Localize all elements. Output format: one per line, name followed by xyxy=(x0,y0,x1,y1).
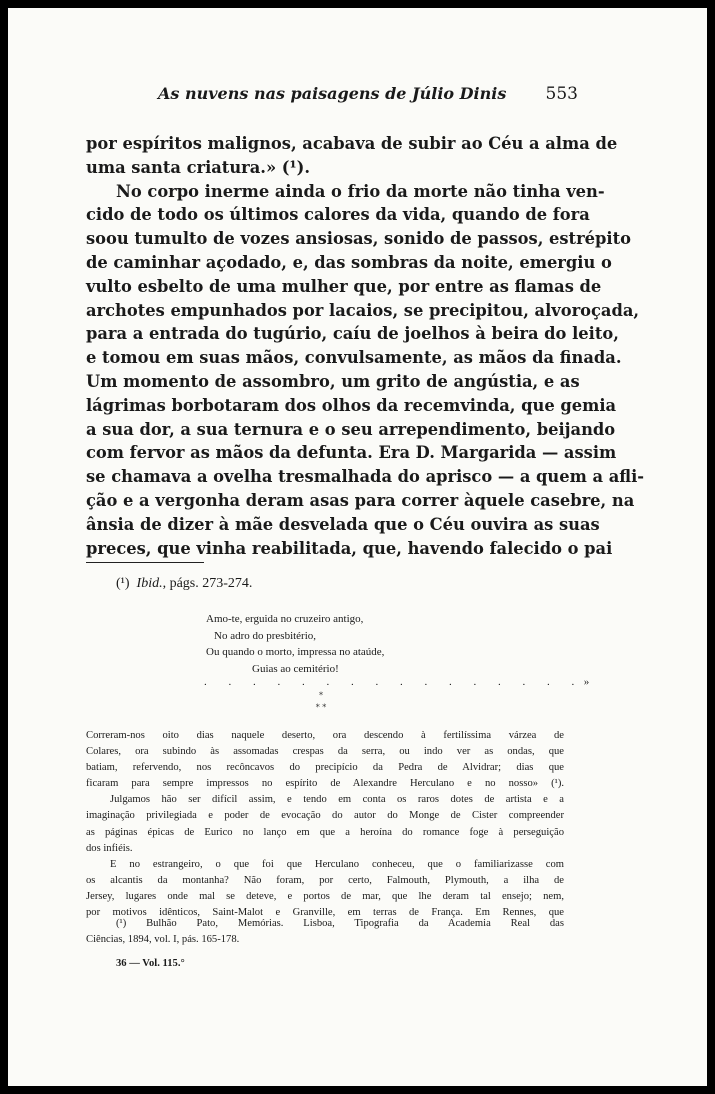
text-line: a sua dor, a sua ternura e o seu arrependimento, beijando xyxy=(86,419,616,439)
small-line: Jersey, lugares onde mal se deteve, e portos de mar, que lhe deram tal ensejo; nem, xyxy=(86,890,564,902)
footnote-continuation xyxy=(86,728,564,921)
text-line: se chamava a ovelha tresmalhada do aprisco — a quem a afli- xyxy=(86,467,645,487)
text-line: preces, que vinha reabilitada, que, havendo falecido o pai xyxy=(86,538,613,558)
footnote-2 xyxy=(86,916,564,947)
text-line: ção e a vergonha deram asas para correr àquele casebre, na xyxy=(86,490,635,510)
quoted-poem xyxy=(206,611,384,677)
text-line: lágrimas borbotaram dos olhos da recemvinda, que gemia xyxy=(86,395,617,415)
small-line: as páginas épicas de Eurico no lanço em que a heroína do romance foge à perseguição xyxy=(86,826,564,838)
main-text xyxy=(86,132,645,560)
text-line: e tomou em suas mãos, convulsamente, as mãos da finada. xyxy=(86,348,622,368)
small-line: ficaram para sempre impressos no espírito de Alexandre Herculano e no nosso» (¹). xyxy=(86,778,564,790)
text-line: com fervor as mãos da defunta. Era D. Margarida — assim xyxy=(86,443,617,463)
text-line: Um momento de assombro, um grito de angústia, e as xyxy=(86,371,580,391)
footnote-marker: (¹) xyxy=(116,576,130,591)
text-line: soou tumulto de vozes ansiosas, sonido de passos, estrépito xyxy=(86,229,631,249)
footnote-ref-rest: , págs. 273-274. xyxy=(162,576,253,591)
footnote-line: (¹) Bulhão Pato, Memórias. Lisboa, Tipografia da Academia Real das xyxy=(116,918,564,929)
small-line: Correram-nos oito dias naquele deserto, ora descendo à fertilíssima várzea de xyxy=(86,730,564,741)
text-line: ânsia de dizer à mãe desvelada que o Céu ouvira as suas xyxy=(86,514,600,534)
separator-star: * xyxy=(319,691,323,700)
text-line: para a entrada do tugúrio, caíu de joelhos à beira do leito, xyxy=(86,324,619,344)
text-line: archotes empunhados por lacaios, se precipitou, alvoroçada, xyxy=(86,300,640,320)
text-line: de caminhar açodado, e, das sombras da noite, emergiu o xyxy=(86,252,612,272)
poem-line: Guias ao cemitério! xyxy=(252,662,339,675)
section-separator xyxy=(296,690,346,714)
text-line: vulto esbelto de uma mulher que, por entre as flamas de xyxy=(86,276,602,296)
small-line: por motivos idênticos, Saint-Malot e Granville, em terras de França. Em Rennes, que xyxy=(86,907,564,919)
small-line: dos infiéis. xyxy=(86,842,133,854)
page-number: 553 xyxy=(545,84,578,104)
footnote-1 xyxy=(116,576,252,592)
small-line: Colares, ora subindo às assomadas crespas da serra, ou indo ver as ondas, que xyxy=(86,746,564,758)
text-line: por espíritos malignos, acabava de subir ao Céu a alma de xyxy=(86,134,618,153)
poem-line: No adro do presbitério, xyxy=(214,629,317,642)
text-line: No corpo inerme ainda o frio da morte não tinha ven- xyxy=(116,181,605,201)
footnote-ref-italic: Ibid. xyxy=(136,576,163,591)
small-line: os alcantis da montanha? Não foram, por certo, Falmouth, Plymouth, a ilha de xyxy=(86,874,564,886)
text-line: uma santa criatura.» (¹). xyxy=(86,157,311,177)
book-page xyxy=(8,8,707,1086)
separator-stars: * * xyxy=(315,703,327,712)
text-line: cido de todo os últimos calores da vida, quando de fora xyxy=(86,205,590,225)
small-line: E no estrangeiro, o que foi que Herculano conheceu, que o familiarizasse com xyxy=(110,858,564,870)
footnote-rule xyxy=(86,562,204,563)
poem-ellipsis: . . . . . . . . . . . . . . . .» xyxy=(204,676,599,688)
small-line: Julgamos hão ser difícil assim, e tendo em conta os raros dotes de artista e a xyxy=(110,794,564,806)
poem-line: Amo-te, erguida no cruzeiro antigo, xyxy=(206,613,364,625)
small-line: imaginação privilegiada e poder de evocação do autor do Monge de Cister compreender xyxy=(86,810,564,822)
footnote-line: Ciências, 1894, vol. I, pás. 165-178. xyxy=(86,933,240,945)
running-title: As nuvens nas paisagens de Júlio Dinis xyxy=(158,84,507,103)
poem-line: Ou quando o morto, impressa no ataúde, xyxy=(206,646,385,658)
printer-signature: 36 — Vol. 115.° xyxy=(116,958,185,969)
small-line: batiam, refervendo, nos recôncavos do precipício da Pedra de Alvidrar; dias que xyxy=(86,762,564,774)
